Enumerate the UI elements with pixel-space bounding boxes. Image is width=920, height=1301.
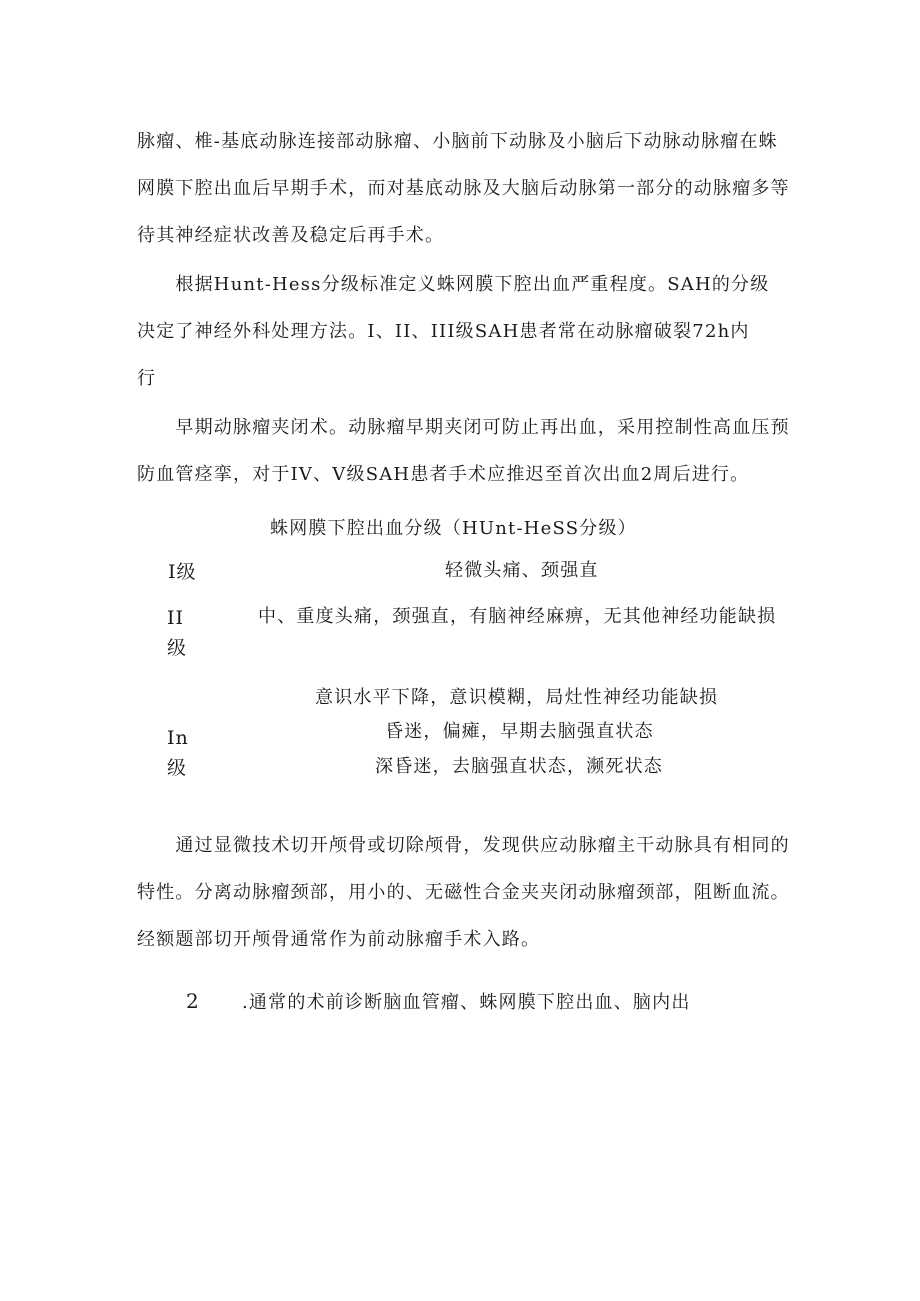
- grade-description-2: 中、重度头痛，颈强直，有脑神经麻痹，无其他神经功能缺损: [258, 606, 777, 627]
- text-line: 脉瘤、椎-基底动脉连接部动脉瘤、小脑前下动脉及小脑后下动脉动脉瘤在蛛: [137, 131, 778, 152]
- text-line: 防血管痉挛，对于IV、V级SAH患者手术应推迟至首次出血2周后进行。: [137, 464, 750, 485]
- paragraph-microsurgery: [137, 822, 827, 963]
- text-line: 行: [137, 368, 157, 389]
- grade-label-1: I级: [168, 561, 197, 583]
- grade-description-1: 轻微头痛、颈强直: [445, 560, 599, 581]
- item-number: 2: [186, 989, 200, 1013]
- grade-label-2: [167, 603, 187, 663]
- text-line: 通过显微技术切开颅骨或切除颅骨，发现供应动脉瘤主干动脉具有相同的: [137, 835, 790, 856]
- text-line: 早期动脉瘤夹闭术。动脉瘤早期夹闭可防止再出血，采用控制性高血压预: [137, 417, 790, 438]
- grade-label-line: In: [167, 727, 189, 749]
- text-line: 待其神经症状改善及稳定后再手术。: [137, 225, 445, 246]
- grade-label-5: [167, 723, 189, 783]
- numbered-item: [186, 988, 691, 1014]
- grade-description-3: 意识水平下降，意识模糊，局灶性神经功能缺损: [315, 687, 719, 708]
- text-line: 特性。分离动脉瘤颈部，用小的、无磁性合金夹夹闭动脉瘤颈部，阻断血流。: [137, 882, 790, 903]
- paragraph-early-clipping: [137, 404, 827, 498]
- table-title: 蛛网膜下腔出血分级（HUnt-HeSS分级）: [270, 518, 637, 539]
- grade-label-line: II: [167, 607, 185, 629]
- text-line: 根据Hunt-Hess分级标准定义蛛网膜下腔出血严重程度。SAH的分级: [137, 274, 770, 295]
- item-text: .通常的术前诊断脑血管瘤、蛛网膜下腔出血、脑内出: [242, 992, 691, 1013]
- grade-label-line: 级: [167, 757, 188, 779]
- text-line: 经额题部切开颅骨通常作为前动脉瘤手术入路。: [137, 929, 541, 950]
- paragraph-aneurysm-surgery-timing: [137, 118, 827, 259]
- text-line: 网膜下腔出血后早期手术，而对基底动脉及大脑后动脉第一部分的动脉瘤多等: [137, 178, 790, 199]
- grade-description-5: 深昏迷，去脑强直状态，濒死状态: [375, 756, 663, 777]
- text-line: 决定了神经外科处理方法。I、II、III级SAH患者常在动脉瘤破裂72h内: [137, 321, 750, 342]
- paragraph-hunt-hess-intro: [137, 261, 827, 402]
- grade-description-4: 昏迷，偏瘫，早期去脑强直状态: [385, 721, 654, 742]
- grade-label-line: 级: [167, 637, 188, 659]
